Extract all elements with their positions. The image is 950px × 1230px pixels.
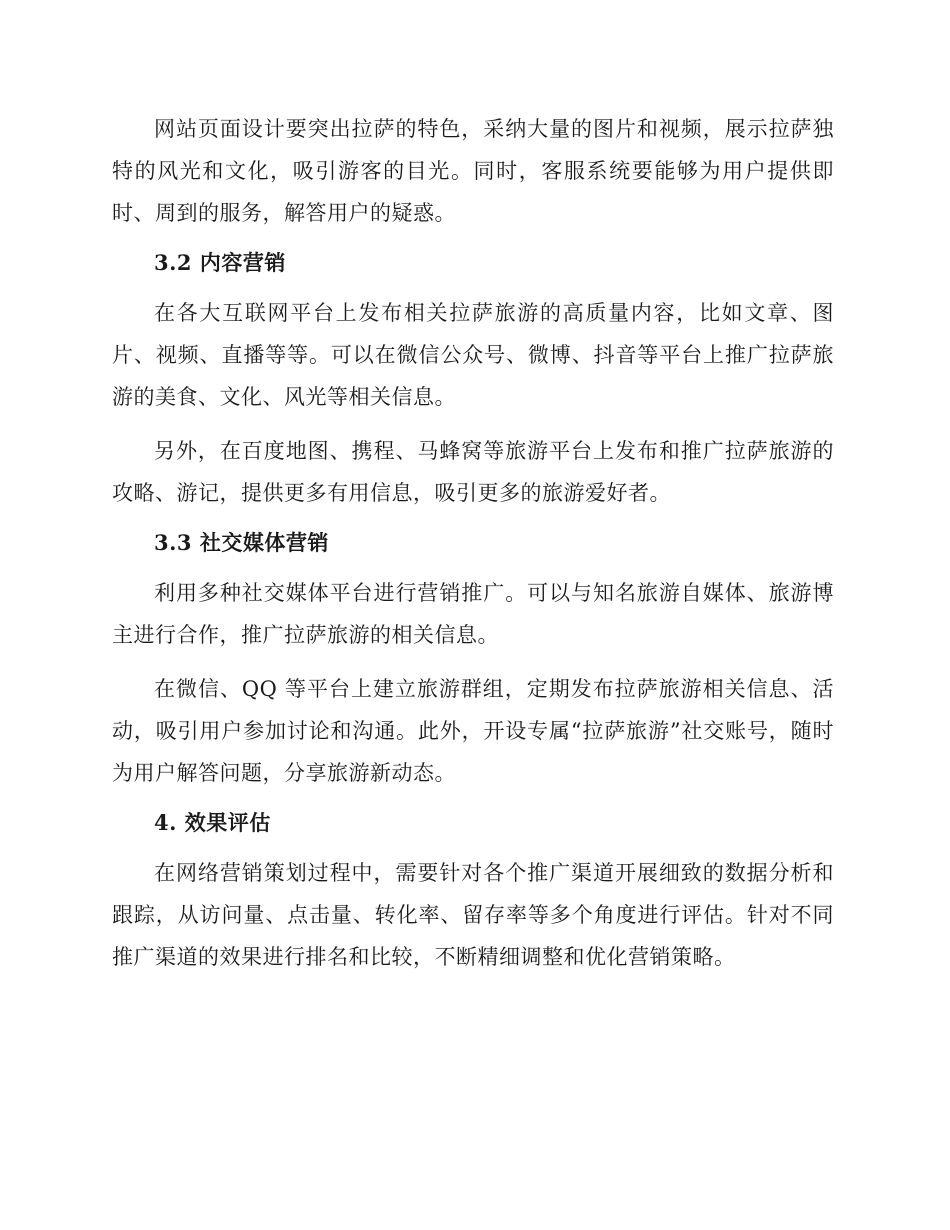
paragraph-social-groups: 在微信、QQ 等平台上建立旅游群组，定期发布拉萨旅游相关信息、活动，吸引用户参加讨论和沟通。此外，开设专属“拉萨旅游”社交账号，随时为用户解答问题，分享旅游新动态。 (112, 677, 834, 785)
section-heading-content-marketing: 3.2 内容营销 (154, 250, 286, 275)
paragraph-website-design: 网站页面设计要突出拉萨的特色，采纳大量的图片和视频，展示拉萨独特的风光和文化，吸引游客的目光。同时，客服系统要能够为用户提供即时、周到的服务，解答用户的疑惑。 (112, 117, 834, 225)
document-body (112, 108, 834, 978)
section-heading-effect-evaluation: 4. 效果评估 (154, 810, 271, 835)
paragraph-social-cooperation: 利用多种社交媒体平台进行营销推广。可以与知名旅游自媒体、旅游博主进行合作，推广拉萨旅游的相关信息。 (112, 581, 834, 647)
paragraph-travel-platforms: 另外，在百度地图、携程、马蜂窝等旅游平台上发布和推广拉萨旅游的攻略、游记，提供更多有用信息，吸引更多的旅游爱好者。 (112, 439, 834, 505)
paragraph-content-platforms: 在各大互联网平台上发布相关拉萨旅游的高质量内容，比如文章、图片、视频、直播等等。可以在微信公众号、微博、抖音等平台上推广拉萨旅游的美食、文化、风光等相关信息。 (112, 301, 834, 409)
section-heading-social-media-marketing: 3.3 社交媒体营销 (154, 530, 329, 555)
paragraph-evaluation: 在网络营销策划过程中，需要针对各个推广渠道开展细致的数据分析和跟踪，从访问量、点击量、转化率、留存率等多个角度进行评估。针对不同推广渠道的效果进行排名和比较，不断精细调整和优化营销策略。 (112, 861, 834, 969)
